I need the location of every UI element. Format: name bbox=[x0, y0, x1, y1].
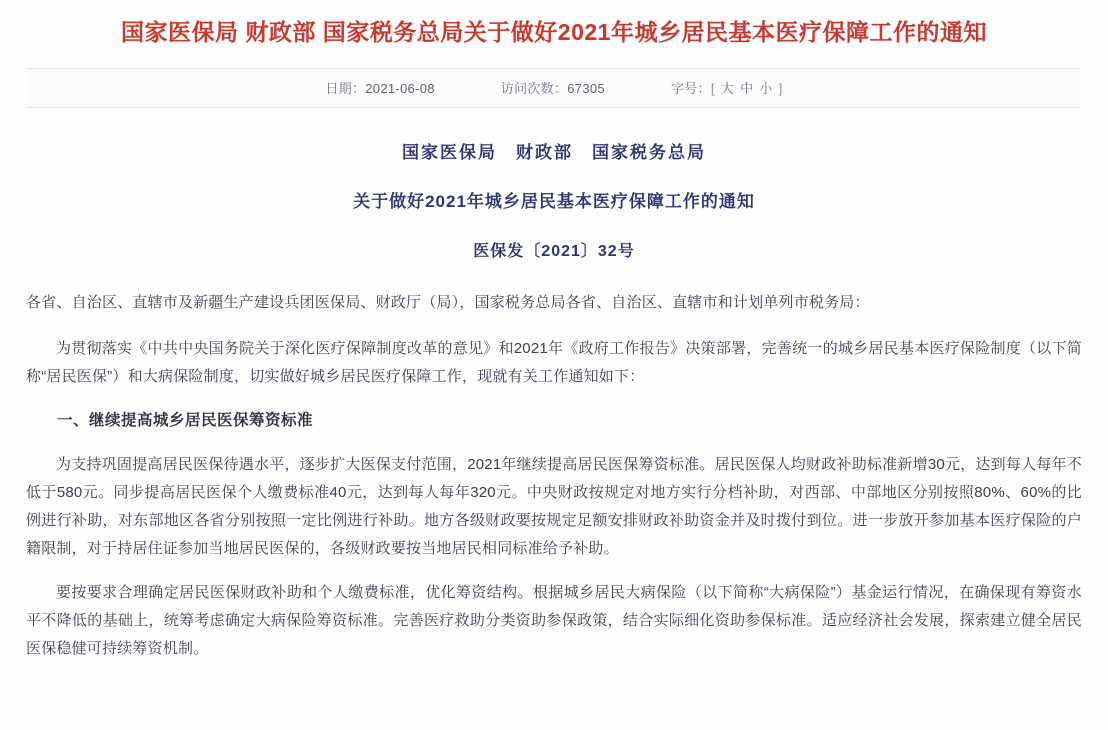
meta-fontsize bbox=[671, 78, 783, 97]
paragraph-funding-standard: 为支持巩固提高居民医保待遇水平，逐步扩大医保支付范围，2021年继续提高居民医保筹资标准。居民医保人均财政补助标准新增30元，达到每人每年不低于580元。同步提高居民医保个人缴费标准40元，达到每人每年320元。中央财政按规定对地方实行分档补助，对西部、中部地区分别按照80%、60%的比例进行补助，对东部地区各省分别按照一定比例进行补助。地方各级财政要按规定足额安排财政补助资金并及时拨付到位。进一步放开参加基本医疗保险的户籍限制，对于持居住证参加当地居民医保的，各级财政要按当地居民相同标准给予补助。 bbox=[26, 455, 1082, 557]
font-size-small[interactable]: 小 bbox=[759, 81, 773, 97]
issuing-organizations: 国家医保局 财政部 国家税务总局 bbox=[402, 142, 706, 162]
document-meta-bar bbox=[28, 68, 1080, 108]
meta-date bbox=[325, 78, 434, 97]
bracket-close: ] bbox=[778, 81, 783, 97]
meta-views bbox=[501, 78, 605, 97]
meta-fontsize-label: 字号： bbox=[670, 81, 711, 97]
meta-views-value: 67305 bbox=[567, 81, 605, 97]
meta-views-label: 访问次数： bbox=[500, 81, 568, 97]
document-body bbox=[0, 108, 1108, 663]
document-number: 医保发〔2021〕32号 bbox=[473, 242, 635, 260]
addressee-line: 各省、自治区、直辖市及新疆生产建设兵团医保局、财政厅（局），国家税务总局各省、自治区、直辖市和计划单列市税务局： bbox=[26, 293, 870, 311]
font-size-medium[interactable]: 中 bbox=[740, 81, 754, 97]
bracket-open: [ bbox=[710, 81, 715, 97]
font-size-large[interactable]: 大 bbox=[720, 81, 735, 97]
page-title: 国家医保局 财政部 国家税务总局关于做好2021年城乡居民基本医疗保障工作的通知 bbox=[121, 19, 987, 45]
meta-date-value: 2021-06-08 bbox=[365, 81, 435, 97]
title-band bbox=[0, 0, 1108, 62]
paragraph-preamble: 为贯彻落实《中共中央国务院关于深化医疗保障制度改革的意见》和2021年《政府工作报告》决策部署，完善统一的城乡居民基本医疗保险制度（以下简称“居民医保”）和大病保险制度，切实做好城乡居民医疗保障工作，现就有关工作通知如下： bbox=[26, 339, 1082, 385]
meta-date-label: 日期： bbox=[325, 81, 366, 97]
font-size-switcher[interactable] bbox=[711, 78, 783, 97]
section-heading-1: 一、继续提高城乡居民医保筹资标准 bbox=[57, 411, 314, 429]
document-subtitle: 关于做好2021年城乡居民基本医疗保障工作的通知 bbox=[353, 191, 755, 211]
paragraph-funding-structure: 要按要求合理确定居民医保财政补助和个人缴费标准，优化筹资结构。根据城乡居民大病保险（以下简称“大病保险”）基金运行情况，在确保现有筹资水平不降低的基础上，统筹考虑确定大病保险筹资标准。完善医疗救助分类资助参保政策，结合实际细化资助参保标准。适应经济社会发展，探索建立健全居民医保稳健可持续筹资机制。 bbox=[26, 583, 1082, 657]
